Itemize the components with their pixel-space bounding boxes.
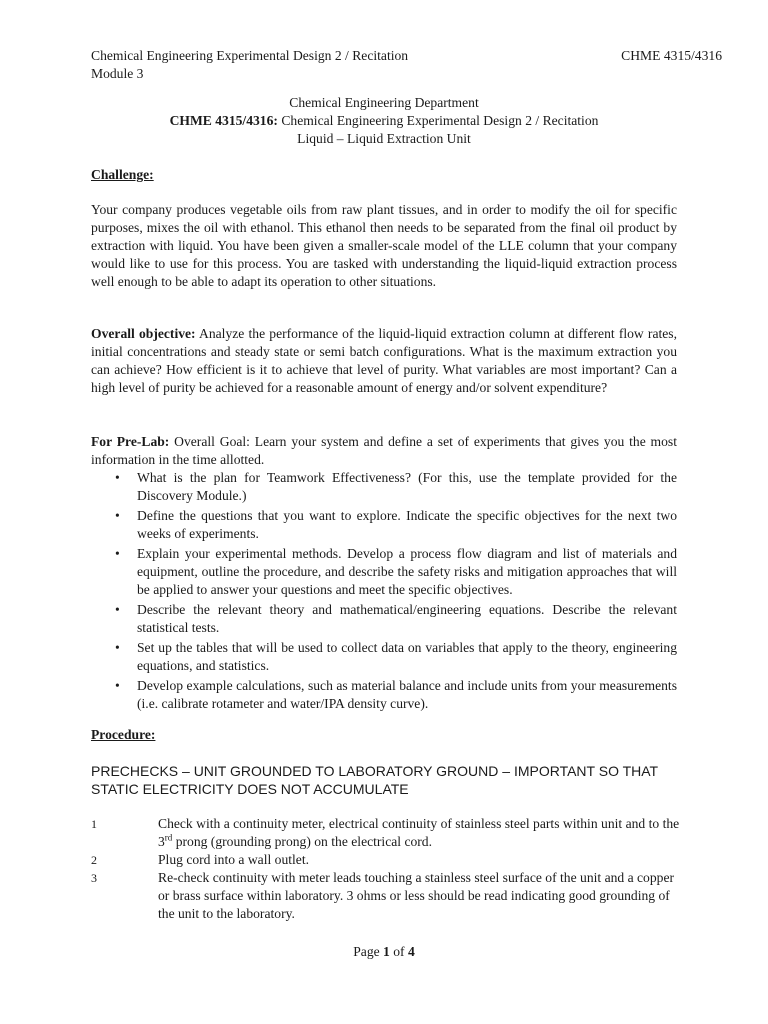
procedure-steps: [91, 815, 681, 923]
prechecks-heading: PRECHECKS – UNIT GROUNDED TO LABORATORY GROUND – IMPORTANT SO THAT STATIC ELECTRICITY DOES NOT ACCUMULATE: [91, 763, 658, 797]
step-number: 1: [91, 817, 97, 831]
list-item: • What is the plan for Teamwork Effectiveness? (For this, use the template provided for the Discovery Module.): [91, 469, 677, 505]
prelab-intro: [91, 433, 677, 469]
challenge-paragraph: Your company produces vegetable oils from raw plant tissues, and in order to modify the oil for specific purposes, mixes the oil with ethanol. This ethanol then needs to be separated from the final oil product by extraction with liquid. You have been given a smaller-scale model of the LLE column that your company would like to use for this process. You are tasked with understanding the liquid-liquid extraction process well enough to be able to adapt its operation to other situations.: [91, 202, 677, 289]
unit-title: Liquid – Liquid Extraction Unit: [297, 131, 471, 146]
page-label: Page: [353, 944, 384, 959]
objective-paragraph: [91, 325, 677, 397]
page-number: 1: [383, 944, 390, 959]
step-text: Plug cord into a wall outlet.: [158, 852, 310, 867]
title-block: [0, 94, 768, 148]
course-name: Chemical Engineering Experimental Design 2 / Recitation: [277, 113, 599, 128]
prelab-label: For Pre-Lab:: [91, 434, 170, 449]
list-item: • Define the questions that you want to explore. Indicate the specific objectives for the next two weeks of experiments.: [91, 507, 677, 543]
procedure-step: [91, 851, 681, 869]
challenge-heading: [91, 166, 677, 184]
procedure-step: [91, 815, 681, 851]
list-item: • Set up the tables that will be used to collect data on variables that apply to the theory, engineering equations, and statistics.: [91, 639, 677, 675]
procedure-heading-text: Procedure:: [91, 727, 156, 742]
page-footer: [0, 943, 768, 961]
page-of-label: of: [389, 944, 408, 959]
procedure-step: [91, 869, 681, 923]
procedure-heading: [91, 726, 677, 744]
course-code: CHME 4315/4316:: [169, 113, 278, 128]
list-item: • Describe the relevant theory and mathematical/engineering equations. Describe the relevant statistical tests.: [91, 601, 677, 637]
header-course-line: Chemical Engineering Experimental Design 2 / Recitation: [91, 48, 409, 63]
prelab-text: Overall Goal: Learn your system and define a set of experiments that gives you the most information in the time allotted.: [91, 434, 677, 467]
list-item: • Develop example calculations, such as material balance and include units from your measurements (i.e. calibrate rotameter and water/IPA density curve).: [91, 677, 677, 713]
prelab-bullet-list: [91, 469, 677, 713]
prelab-section: [91, 433, 677, 715]
objective-text: Analyze the performance of the liquid-liquid extraction column at different flow rates, initial concentrations and steady state or semi batch configurations. What is the maximum extraction you can achieve? How efficient is it to achieve that level of purity. What variables are most important? Can a high level of purity be achieved for a reasonable amount of energy and/or solvent expenditure?: [91, 326, 677, 395]
department-title: Chemical Engineering Department: [289, 95, 479, 110]
running-header-left: [91, 47, 408, 83]
challenge-heading-text: Challenge:: [91, 167, 154, 182]
page-total: 4: [407, 944, 415, 959]
header-module-line: Module 3: [91, 66, 144, 81]
running-header-right: CHME 4315/4316: [621, 48, 722, 63]
step-number: 3: [91, 871, 97, 885]
step-number: 2: [91, 853, 97, 867]
step-superscript: rd: [164, 832, 173, 843]
step-text: Re-check continuity with meter leads touching a stainless steel surface of the unit and a copper or brass surface within laboratory. 3 ohms or less should be read indicating good grounding of the unit to the laboratory.: [158, 870, 675, 921]
list-item: • Explain your experimental methods. Develop a process flow diagram and list of materials and equipment, outline the procedure, and describe the safety risks and mitigation approaches that will be applied to answer your questions and meet the specific objectives.: [91, 545, 677, 599]
course-title: [0, 112, 768, 130]
step-text: Check with a continuity meter, electrical continuity of stainless steel parts within unit and to the 3: [158, 816, 680, 849]
objective-label: Overall objective:: [91, 326, 196, 341]
step-text-cont: prong (grounding prong) on the electrical cord.: [172, 834, 433, 849]
